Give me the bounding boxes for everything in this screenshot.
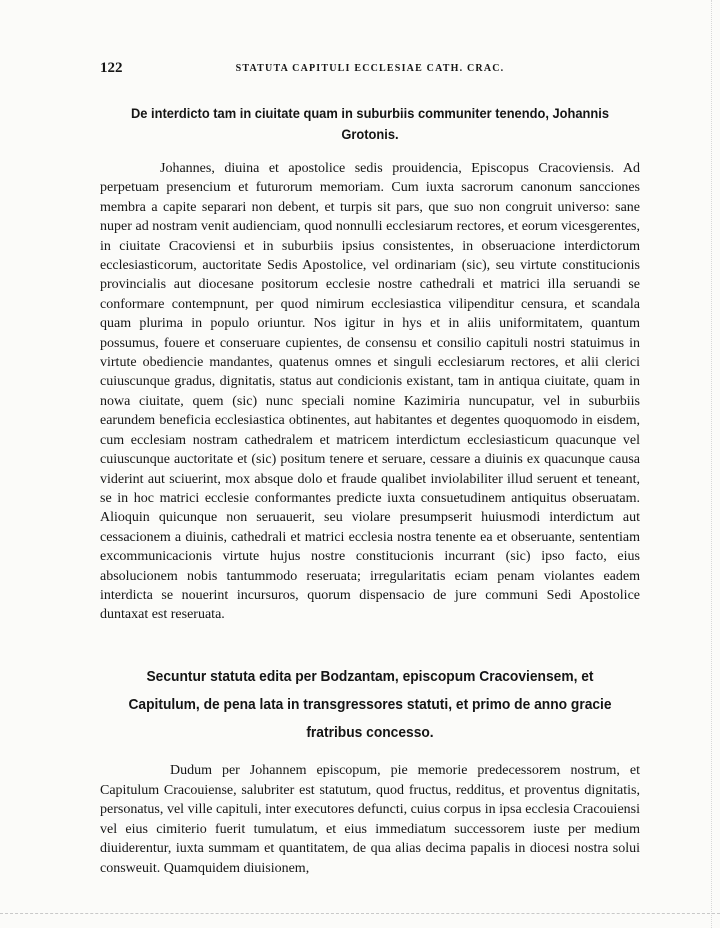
page-header bbox=[100, 60, 640, 80]
section-heading: De interdicto tam in ciuitate quam in suburbiis communiter tenendo, Johannis Grotonis. bbox=[130, 105, 610, 142]
page-right-edge bbox=[711, 0, 712, 928]
page-bottom-edge bbox=[0, 913, 720, 914]
section-body-text: Dudum per Johannem episcopum, pie memorie predecessorem nostrum, et Capitulum Cracouiense, salubriter est statutum, quod fructus, redditus, et proventus dignitatis, personatus, vel ville capituli, inter executores defuncti, cuius corpus in ipsa ecclesia Cracouiensi vel eius cimiterio fuerit tumulatum, et eius immediatum successorem iuste per medium diuiderentur, iuxta summam et quantitatem, de qua alias decima papalis in diocesi nostra solui consweuit. Quamquidem diuisionem, bbox=[100, 763, 640, 876]
statute-section-interdict bbox=[100, 103, 640, 625]
section-heading: Secuntur statuta edita per Bodzantam, episcopum Cracoviensem, et Capitulum, de pena lata in transgressores statuti, et primo de anno gracie fratribus concesso. bbox=[128, 668, 612, 741]
statute-section-bodzanta bbox=[100, 663, 640, 879]
running-title: STATUTA CAPITULI ECCLESIAE CATH. CRAC. bbox=[235, 63, 505, 74]
page-number: 122 bbox=[100, 60, 123, 76]
section-body-text: Johannes, diuina et apostolice sedis prouidencia, Episcopus Cracoviensis. Ad perpetuam presencium et futurorum memoriam. Cum iuxta sacrorum canonum sancciones membra a capite separari non debent, et turpis sit pars, que suo non congruit universo: sane nuper ad nostram venit audienciam, quod nonnulli ecclesiarum rectores, et eorum vicesgerentes, in ciuitate Cracoviensi et in suburbiis ipsius consistentes, in obseruacione interdictorum ecclesiasticorum, auctoritate Sedis Apostolice, vel ordinariam (sic), seu virtute constitucionis provincialis aut diocesane positorum ecclesie nostre cathedrali et matrici illa seruandi se conformare contempnunt, per quod nimirum ecclesiastica vilipenditur censura, et scandala quam plurima in populo oriuntur. Nos igitur in hys et in aliis uniformitatem, quantum possumus, fouere et conseruare cupientes, de consensu et consilio capituli nostri statuimus in virtute obediencie mandantes, quatenus omnes et singuli ecclesiarum rectores, et alii clerici cuiuscunque gradus, dignitatis, status aut condicionis existant, tam in antiqua ciuitate, quam in nowa ciuitate, quem (sic) nunc speciali nomine Kazimiria nuncupatur, vel in suburbiis earundem beneficia ecclesiastica obtinentes, aut habitantes et degentes quoquomodo in eisdem, cum ecclesiam nostram cathedralem et matricem interdictum ecclesiasticum quacunque vel cuiuscunque auctoritate et (sic) positum tenere et seruare, cessare a diuinis ex quacunque causa viderint aut sciuerint, mox absque dolo et fraude qualibet inviolabiliter illud seruent et teneant, se in hoc matrici ecclesie conformantes predicte iuxta consuetudinem antiquitus obseruatam. Alioquin quicunque non seruauerit, seu violare presumpserit huiusmodi interdictum aut cessacionem a diuinis, cathedrali et matrici ecclesia nostra tenente ea et obseruante, sententiam excommunicacionis virtute hujus nostre constitucionis incurrant (sic) ipso facto, eius absolucionem nobis tantummodo reseruata; irregularitatis eciam penam violantes eadem interdicta se nouerint incursuros, quorum dispensacio de jure communi Sedi Apostolice duntaxat est reseruata. bbox=[100, 161, 640, 623]
